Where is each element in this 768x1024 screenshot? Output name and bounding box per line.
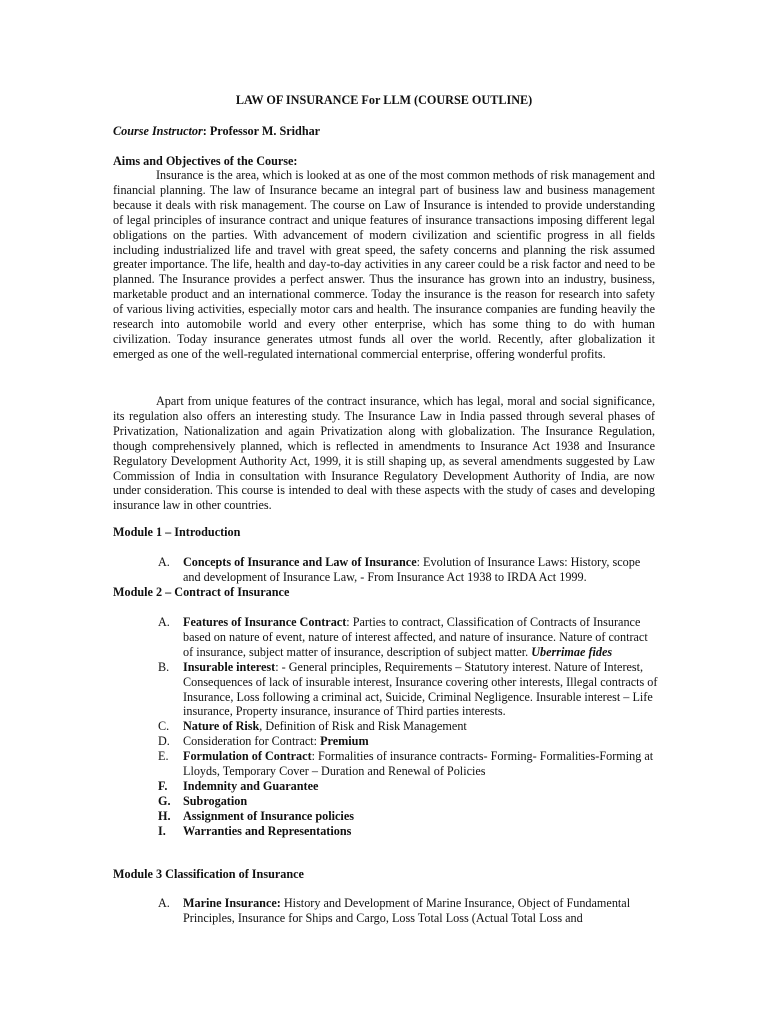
- list-item: [158, 749, 658, 779]
- item-latin-term: Uberrimae fides: [531, 644, 613, 659]
- item-title: Subrogation: [183, 793, 248, 808]
- list-item: [158, 555, 658, 585]
- item-text: : Evolution of Insurance Laws: History, scope and development of Insurance Law, - From Insurance Act 1938 to IRDA Act 1999.: [183, 555, 641, 584]
- item-title: Indemnity and Guarantee: [183, 778, 319, 793]
- item-title: Features of Insurance Contract: [183, 615, 347, 629]
- course-instructor: [113, 124, 320, 139]
- list-marker: A.: [158, 555, 170, 569]
- item-title: Marine Insurance:: [183, 896, 281, 910]
- item-text: History and Development of Marine Insurance, Object of Fundamental Principles, Insurance for Ships and Cargo, Loss Total Loss (Actual Total Loss and: [183, 896, 631, 925]
- item-text: Consideration for Contract:: [183, 734, 321, 749]
- module-1-list: [158, 555, 658, 585]
- list-marker: F.: [158, 778, 168, 793]
- module-2-heading: Module 2 – Contract of Insurance: [113, 585, 290, 599]
- module-3-list: [158, 896, 658, 926]
- document-title: LAW OF INSURANCE For LLM (COURSE OUTLINE): [235, 93, 533, 107]
- list-item: [158, 896, 658, 926]
- item-text: , Definition of Risk and Risk Management: [259, 719, 467, 734]
- item-title: Premium: [320, 734, 369, 749]
- list-item: [158, 660, 658, 720]
- module-1-heading: Module 1 – Introduction: [113, 525, 241, 539]
- intro-paragraph: Insurance is the area, which is looked at as one of the most common methods of risk management and financial planning. The law of Insurance became an integral part of business law and business management because it deals with risk management. The course on Law of Insurance is intended to provide understanding of legal principles of insurance contract and unique features of insurance transactions imposing different legal obligations on the parties. With advancement of modern civilization and scientific progress in all fields including industrialized life and travel with great speed, the safety concerns and planning the risk assumed greater importance. The life, health and day-to-day activities in any career could be a risk factor and need to be planned. The Insurance provides a perfect answer. Thus the insurance has grown into an industry, business, marketable product and an international commerce. Today the insurance is the reason for research into safety of various living activities, especially motor cars and health. The insurance companies are funding heavily the research into automobile world and every other enterprise, which has some thing to do with human civilization. Today insurance generates utmost funds all over the world. Recently, after globalization it emerged as one of the well-regulated international commercial enterprise, offering wonderful profits.: [113, 168, 655, 361]
- item-title: Assignment of Insurance policies: [183, 808, 354, 823]
- list-marker: A.: [158, 896, 170, 910]
- aims-heading: Aims and Objectives of the Course:: [113, 154, 298, 168]
- regulation-paragraph: Apart from unique features of the contract insurance, which has legal, moral and social significance, its regulation also offers an interesting study. The Insurance Law in India passed through several phases of Privatization, Nationalization and again Privatization along with globalization. The Insurance Regulation, though comprehensively planned, which is reflected in amendments to Insurance Act 1938 and Insurance Regulatory Development Authority Act, 1999, it is still shaping up, as several amendments suggested by Law Commission of India in consultation with Insurance Regulatory Development Authority of India, are now under consideration. This course is intended to deal with these aspects with the study of cases and developing insurance law in other countries.: [113, 394, 655, 513]
- item-title: Insurable interest: [183, 659, 276, 674]
- list-item: [158, 779, 658, 794]
- instructor-label: Course Instructor: [113, 124, 203, 138]
- item-text: : Parties to contract, Classification of Contracts of Insurance based on nature of event, nature of interest affected, and nature of insurance. Nature of contract of insurance, subject matter of insurance, description of subject matter.: [183, 615, 648, 659]
- item-title: Warranties and Representations: [183, 823, 352, 838]
- item-title: Concepts of Insurance and Law of Insurance: [183, 555, 417, 569]
- list-marker: I.: [158, 823, 166, 838]
- list-item: [158, 824, 658, 839]
- item-text: : - General principles, Requirements – Statutory interest. Nature of Interest, Consequences of lack of insurable interest, Insurance covering other interests, Illegal contracts of Insurance, Loss following a criminal act, Suicide, Criminal Negligence. Insurable interest – Life insurance, Property insurance, insurance of Third parties interests.: [183, 659, 658, 719]
- list-marker: D.: [158, 734, 170, 749]
- item-title: Formulation of Contract: [183, 749, 312, 764]
- instructor-name: : Professor M. Sridhar: [202, 124, 321, 138]
- list-marker: C.: [158, 719, 170, 734]
- list-item: [158, 809, 658, 824]
- module-2-list: [158, 615, 658, 839]
- item-title: Nature of Risk: [183, 719, 260, 734]
- list-item: [158, 615, 658, 660]
- item-text: : Formalities of insurance contracts- Forming- Formalities-Forming at Lloyds, Temporary Cover – Duration and Renewal of Policies: [183, 749, 654, 779]
- list-marker: E.: [158, 749, 169, 764]
- list-item: [158, 794, 658, 809]
- module-3-heading: Module 3 Classification of Insurance: [113, 867, 304, 881]
- list-marker: G.: [158, 793, 171, 808]
- list-item: [158, 719, 658, 734]
- list-marker: H.: [158, 808, 171, 823]
- list-item: [158, 734, 658, 749]
- list-marker: B.: [158, 659, 170, 674]
- list-marker: A.: [158, 615, 170, 629]
